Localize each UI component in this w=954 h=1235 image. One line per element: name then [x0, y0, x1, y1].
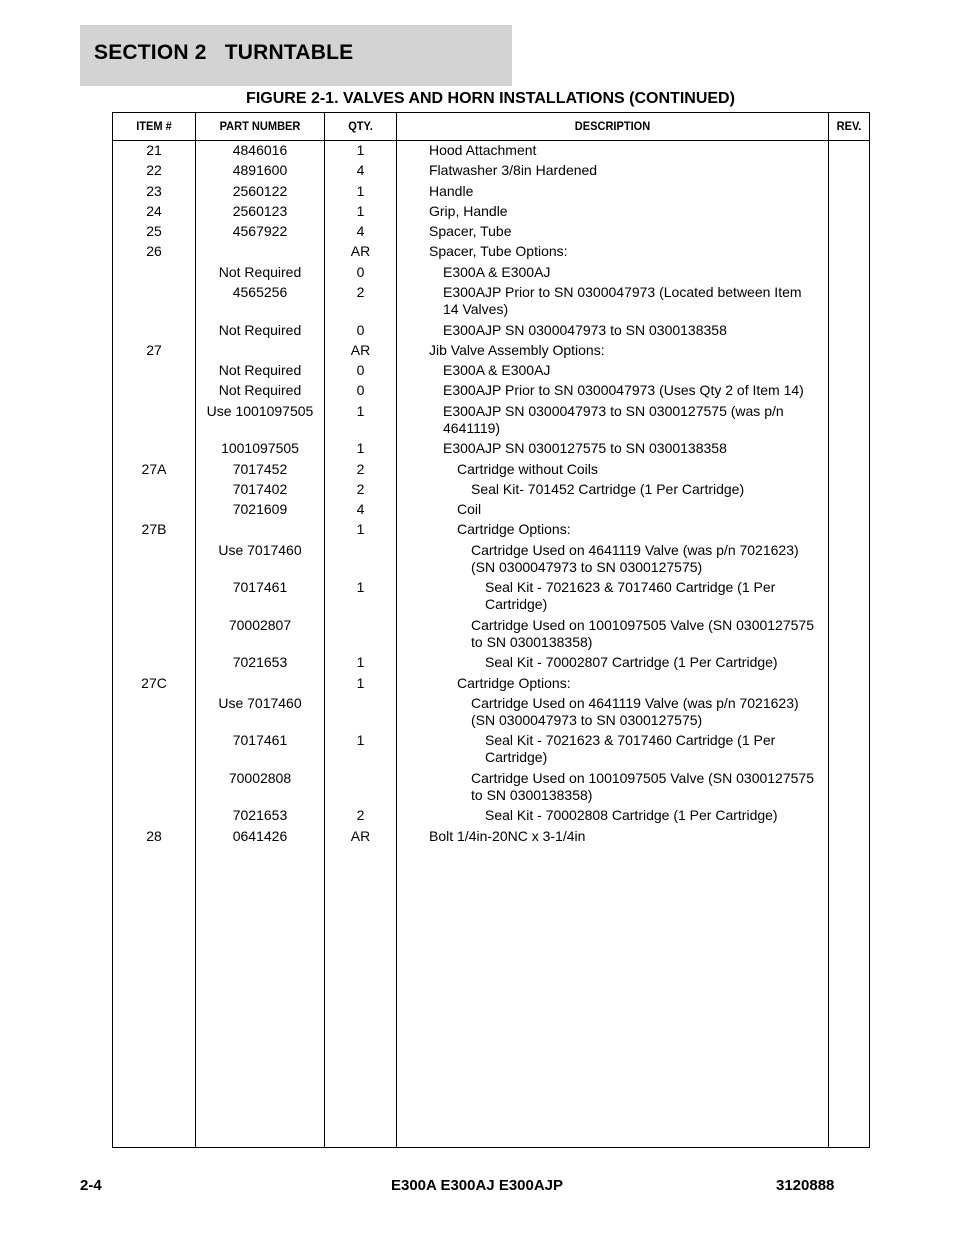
part-number: Use 1001097505	[206, 402, 314, 419]
item-number: 26	[146, 243, 162, 260]
description: Cartridge Options:	[457, 674, 571, 691]
quantity: 0	[356, 362, 365, 379]
table-row	[113, 284, 869, 318]
description: Spacer, Tube	[429, 223, 512, 240]
table-row	[113, 542, 869, 576]
table-row	[113, 828, 869, 845]
table-row	[113, 770, 869, 804]
quantity: 1	[356, 732, 365, 749]
table-row	[113, 521, 869, 538]
part-number: 2560122	[232, 182, 288, 199]
table-row	[113, 322, 869, 339]
part-number: 1001097505	[221, 440, 299, 457]
item-number: 27B	[141, 521, 167, 538]
part-number: 4567922	[232, 223, 288, 240]
item-number: 28	[146, 827, 162, 844]
quantity: 1	[356, 440, 365, 457]
quantity: 1	[356, 202, 365, 219]
header-item: ITEM #	[136, 119, 172, 133]
table-row	[113, 162, 869, 179]
description: Cartridge Used on 4641119 Valve (was p/n 7021623) (SN 0300047973 to SN 0300127575)	[471, 541, 799, 575]
part-number: 4846016	[232, 142, 288, 158]
quantity: 1	[356, 521, 365, 538]
description: Grip, Handle	[429, 202, 508, 219]
part-number: 2560123	[232, 202, 288, 219]
table-row	[113, 440, 869, 457]
quantity: 1	[356, 402, 365, 419]
description: E300A & E300AJ	[443, 263, 551, 280]
header-part-number: PART NUMBER	[219, 119, 301, 133]
model-names: E300A E300AJ E300AJP	[390, 1177, 564, 1194]
description: Cartridge without Coils	[457, 460, 598, 477]
description: Jib Valve Assembly Options:	[429, 341, 605, 358]
table-row	[113, 675, 869, 692]
table-body	[113, 142, 869, 848]
table-row	[113, 695, 869, 729]
table-row	[113, 481, 869, 498]
table-row	[113, 223, 869, 240]
part-number: Not Required	[218, 263, 302, 280]
part-number: Use 7017460	[218, 694, 302, 711]
quantity: 1	[356, 182, 365, 199]
item-number: 27	[146, 341, 162, 358]
quantity: 2	[356, 284, 365, 301]
description: E300AJP Prior to SN 0300047973 (Located between Item 14 Valves)	[443, 284, 802, 318]
part-number: Not Required	[218, 321, 302, 338]
quantity: 0	[356, 382, 365, 399]
section-header	[80, 25, 512, 86]
description: Seal Kit - 7021623 & 7017460 Cartridge (1 Per Cartridge)	[485, 579, 776, 613]
table-row	[113, 807, 869, 824]
description: E300A & E300AJ	[443, 362, 551, 379]
part-number: Use 7017460	[218, 541, 302, 558]
quantity: 4	[356, 223, 365, 240]
table-row	[113, 403, 869, 437]
table-row	[113, 183, 869, 200]
parts-table	[112, 112, 870, 1148]
description: Seal Kit - 7021623 & 7017460 Cartridge (1 Per Cartridge)	[485, 732, 776, 766]
quantity: 4	[356, 162, 365, 179]
quantity: 4	[356, 501, 365, 518]
part-number: 70002807	[228, 616, 292, 633]
table-row	[113, 732, 869, 766]
quantity: 0	[356, 263, 365, 280]
table-row	[113, 342, 869, 359]
quantity: 1	[356, 579, 365, 596]
quantity: 1	[356, 654, 365, 671]
table-row	[113, 579, 869, 613]
description: Coil	[457, 501, 482, 518]
item-number: 27A	[141, 460, 167, 477]
description: Seal Kit - 70002808 Cartridge (1 Per Cartridge)	[485, 807, 778, 824]
description: Handle	[429, 182, 474, 199]
table-row	[113, 501, 869, 518]
description: Cartridge Used on 1001097505 Valve (SN 0300127575 to SN 0300138358)	[471, 769, 814, 803]
quantity: 1	[356, 142, 365, 158]
quantity: 0	[356, 321, 365, 338]
part-number: 4565256	[232, 284, 288, 301]
part-number: 7021653	[232, 807, 288, 824]
header-divider	[113, 140, 869, 141]
description: Spacer, Tube Options:	[429, 243, 568, 260]
table-row	[113, 243, 869, 260]
table-row	[113, 362, 869, 379]
header-description: DESCRIPTION	[574, 119, 651, 133]
description: Cartridge Used on 1001097505 Valve (SN 0300127575 to SN 0300138358)	[471, 616, 814, 650]
description: Hood Attachment	[429, 142, 537, 158]
quantity: 1	[356, 674, 365, 691]
description: Seal Kit- 701452 Cartridge (1 Per Cartridge)	[471, 480, 745, 497]
description: E300AJP Prior to SN 0300047973 (Uses Qty 2 of Item 14)	[443, 382, 804, 399]
part-number: 7021653	[232, 654, 288, 671]
item-number: 24	[146, 202, 162, 219]
part-number: Not Required	[218, 382, 302, 399]
table-row	[113, 461, 869, 478]
item-number: 27C	[141, 674, 167, 691]
item-number: 25	[146, 223, 162, 240]
description: Seal Kit - 70002807 Cartridge (1 Per Cartridge)	[485, 654, 778, 671]
part-number: 7017402	[232, 480, 288, 497]
description: Cartridge Used on 4641119 Valve (was p/n 7021623) (SN 0300047973 to SN 0300127575)	[471, 694, 799, 728]
section-title: SECTION 2 TURNTABLE	[94, 41, 354, 64]
table-row	[113, 617, 869, 651]
description: E300AJP SN 0300047973 to SN 0300127575 (was p/n 4641119)	[443, 402, 784, 436]
table-row	[113, 382, 869, 399]
description: Bolt 1/4in-20NC x 3-1/4in	[429, 827, 586, 844]
table-row	[113, 142, 869, 159]
part-number: 7017452	[232, 460, 288, 477]
part-number: Not Required	[218, 362, 302, 379]
item-number: 21	[146, 142, 162, 158]
part-number: 0641426	[232, 827, 288, 844]
part-number: 70002808	[228, 769, 292, 786]
table-row	[113, 654, 869, 671]
table-row	[113, 264, 869, 281]
document-number: 3120888	[776, 1177, 835, 1194]
description: Cartridge Options:	[457, 521, 571, 538]
quantity: 2	[356, 460, 365, 477]
quantity: 2	[356, 807, 365, 824]
item-number: 23	[146, 182, 162, 199]
description: E300AJP SN 0300047973 to SN 0300138358	[443, 321, 727, 338]
header-rev: REV.	[836, 119, 862, 133]
part-number: 7017461	[232, 732, 288, 749]
description: E300AJP SN 0300127575 to SN 0300138358	[443, 440, 727, 457]
page-number: 2-4	[80, 1177, 102, 1194]
header-qty: QTY.	[348, 119, 373, 133]
quantity: AR	[350, 341, 371, 358]
quantity: AR	[350, 827, 371, 844]
table-row	[113, 203, 869, 220]
figure-title: FIGURE 2-1. VALVES AND HORN INSTALLATIONS (CONTINUED)	[246, 90, 735, 107]
part-number: 4891600	[232, 162, 288, 179]
part-number: 7017461	[232, 579, 288, 596]
item-number: 22	[146, 162, 162, 179]
quantity: 2	[356, 480, 365, 497]
quantity: AR	[350, 243, 371, 260]
description: Flatwasher 3/8in Hardened	[429, 162, 598, 179]
part-number: 7021609	[232, 501, 288, 518]
